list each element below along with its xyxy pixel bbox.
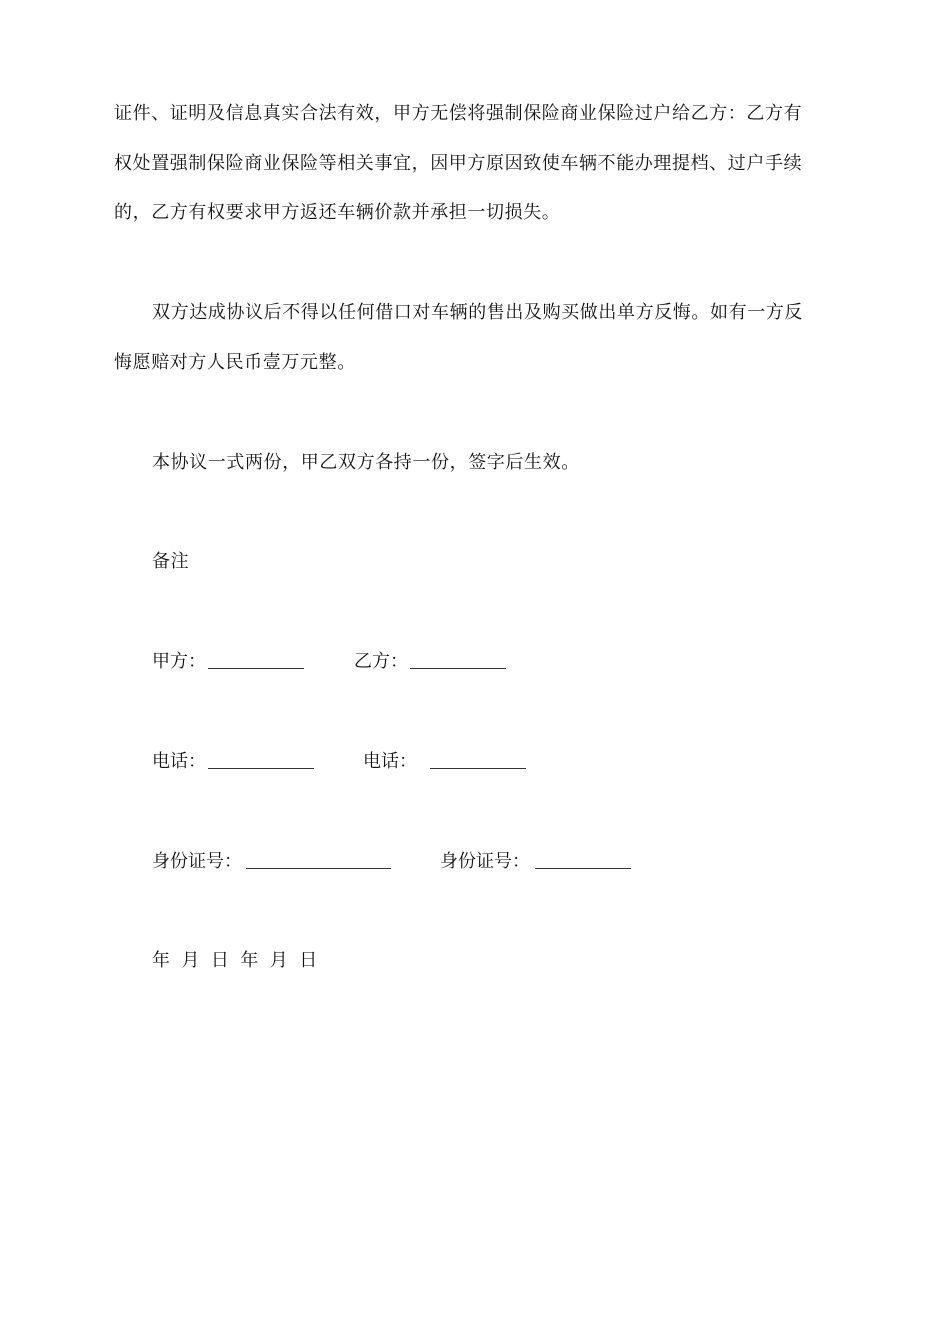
id-row [152, 850, 652, 874]
paragraph-1-line-3: 的，乙方有权要求甲方返还车辆价款并承担一切损失。 [114, 202, 561, 223]
remark-label: 备注 [152, 551, 190, 572]
phone-b-label: 电话： [363, 751, 417, 772]
id-b-label: 身份证号： [440, 851, 530, 872]
paragraph-2-line-2: 悔愿赔对方人民币壹万元整。 [114, 352, 356, 373]
paragraph-3-line-1: 本协议一式两份，甲乙双方各持一份，签字后生效。 [152, 452, 580, 473]
phone-a-label: 电话： [152, 751, 206, 772]
party-b-blank[interactable] [410, 650, 506, 669]
phone-row [152, 750, 572, 774]
paragraph-2-line-1: 双方达成协议后不得以任何借口对车辆的售出及购买做出单方反悔。如有一方反 [152, 302, 803, 323]
paragraph-1-line-1: 证件、证明及信息真实合法有效，甲方无偿将强制保险商业保险过户给乙方：乙方有 [114, 103, 803, 124]
id-a-blank[interactable] [246, 850, 391, 869]
paragraph-1-line-2: 权处置强制保险商业保险等相关事宜，因甲方原因致使车辆不能办理提档、过户手续 [114, 153, 803, 174]
id-b-blank[interactable] [535, 850, 631, 869]
party-b-label: 乙方： [354, 651, 408, 672]
party-a-label: 甲方： [152, 651, 206, 672]
id-a-label: 身份证号： [152, 851, 242, 872]
date-line: 年 月 日 年 月 日 [152, 950, 318, 971]
phone-b-blank[interactable] [430, 750, 526, 769]
party-a-blank[interactable] [208, 650, 304, 669]
phone-a-blank[interactable] [208, 750, 314, 769]
party-row [152, 650, 572, 674]
